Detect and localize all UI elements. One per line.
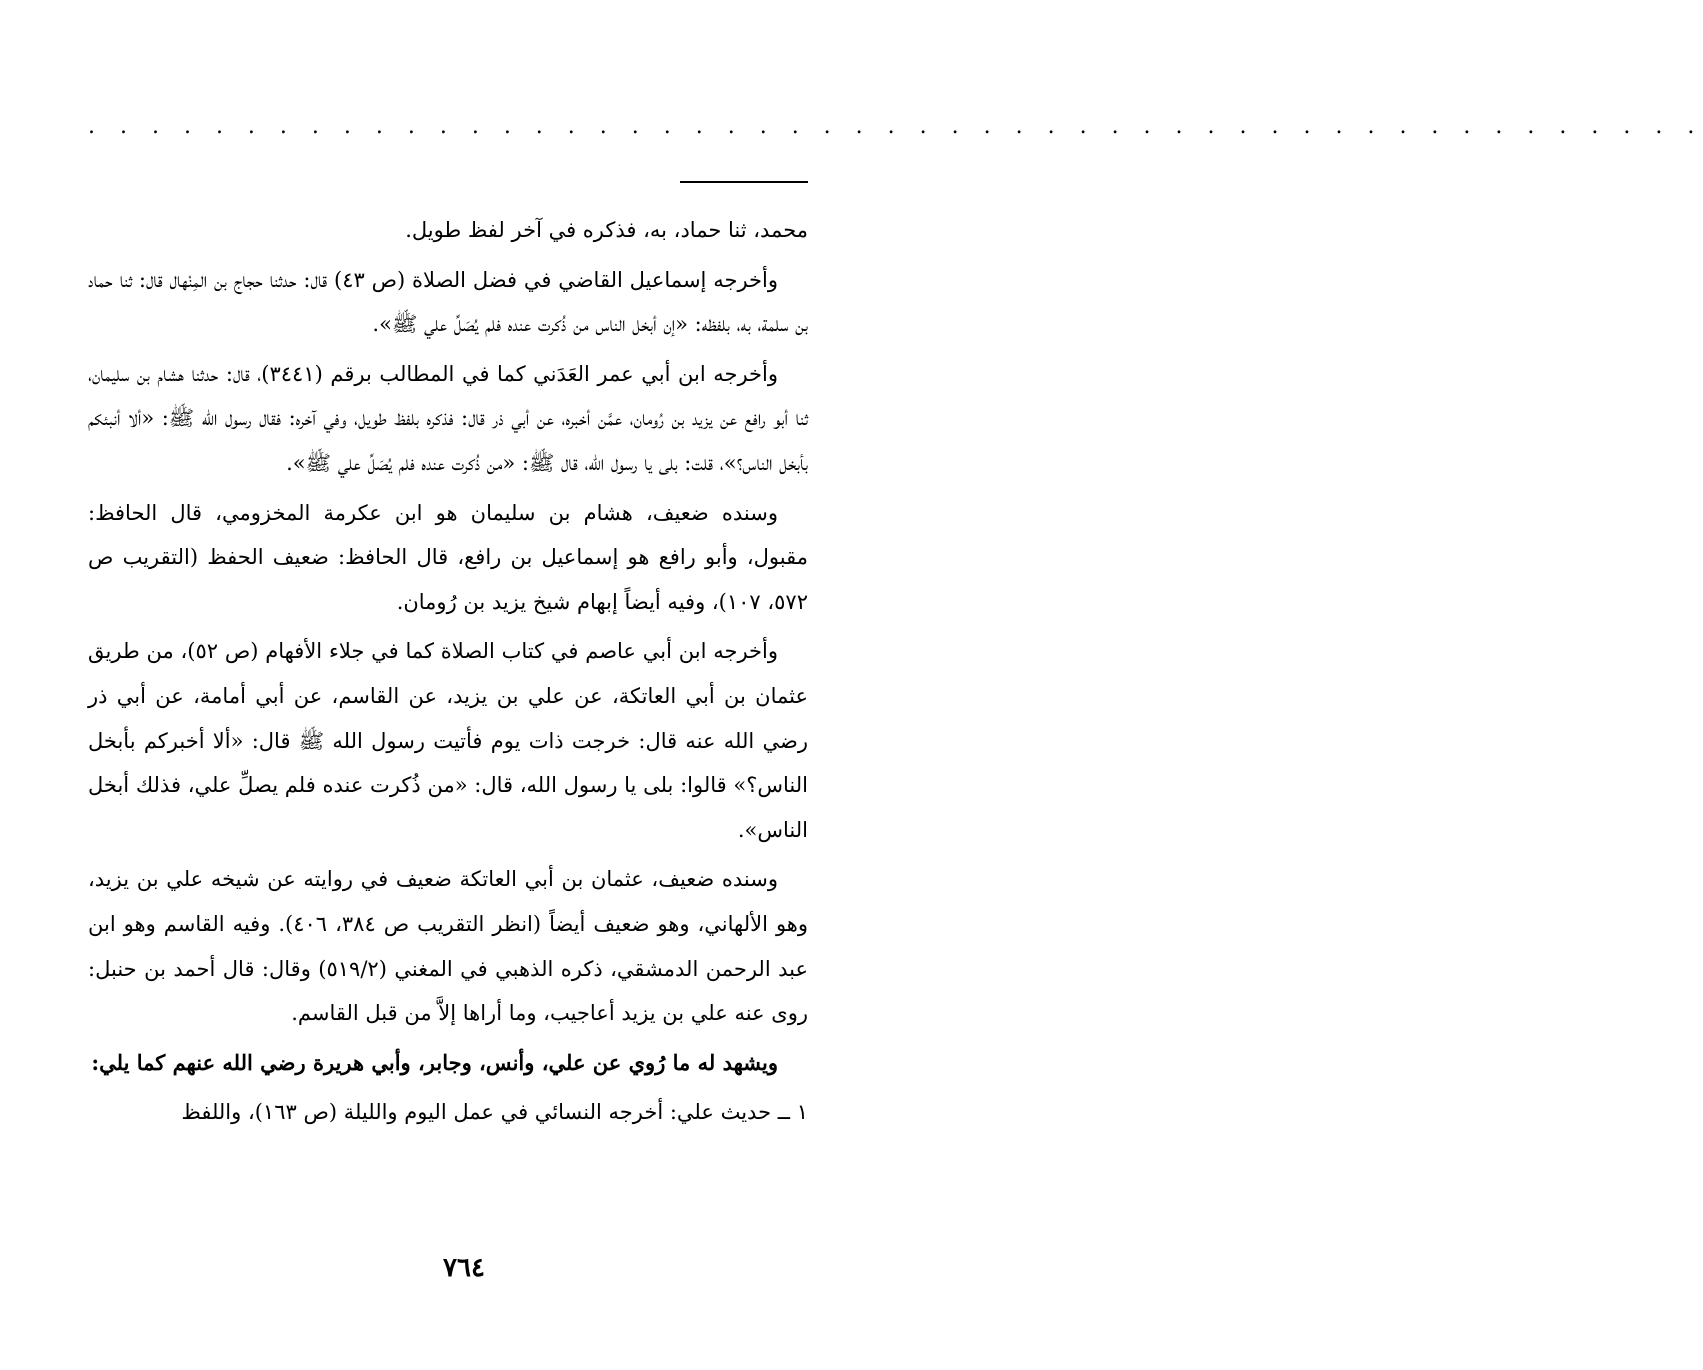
paragraph-ibn-abi-umar: وأخرجه ابن أبي عمر العَدَني كما في المطالب برقم (٣٤٤١)، قال: حدثنا هشام بن سليمان، ثنا أبو رافع عن يزيد بن رُومان، عمَّن أخبره، عن أبي ذر قال: فذكره بلفظ طويل، وفي آخره: فقال رسول الله ﷺ: «ألا أنبئكم بأبخل الناس؟»، قلت: بلى يا رسول الله، قال ﷺ: «من ذُكرت عنده فلم يُصَلِّ علي ﷺ». <box>88 361 808 475</box>
numbered-item-hadith-ali: ١ ــ حديث علي: أخرجه النسائي في عمل اليوم والليلة (ص ١٦٣)، واللفظ <box>181 1100 808 1125</box>
footnote-rule <box>680 181 808 183</box>
dot-leader-separator: . . . . . . . . . . . . . . . . . . . . . . . . . . . . . . . . . . . . . . . . . . . . . . . . . . . <box>88 114 1703 139</box>
footnote-body <box>88 208 808 1140</box>
paragraph-continuation: محمد، ثنا حماد، به، فذكره في آخر لفظ طويل. <box>405 218 808 242</box>
paragraph-shawahid: ويشهد له ما رُوي عن علي، وأنس، وجابر، وأبي هريرة رضي الله عنهم كما يلي: <box>91 1049 778 1075</box>
paragraph-ismail-alqadi: وأخرجه إسماعيل القاضي في فضل الصلاة (ص ٤٣) قال: حدثنا حجاج بن المِنْهال قال: ثنا حماد بن سلمة، به، بلفظه: «إن أبخل الناس من ذُكرت عنده فلم يُصَلِّ علي ﷺ». <box>88 267 808 337</box>
paragraph-sanad-hisham: وسنده ضعيف، هشام بن سليمان هو ابن عكرمة المخزومي، قال الحافظ: مقبول، وأبو رافع هو إسماعيل بن رافع، قال الحافظ: ضعيف الحفظ (التقريب ص ٥٧٢، ١٠٧)، وفيه أيضاً إبهام شيخ يزيد بن رُومان. <box>88 500 808 614</box>
page-number: ٧٦٤ <box>443 1253 485 1283</box>
paragraph-ibn-abi-asim: وأخرجه ابن أبي عاصم في كتاب الصلاة كما في جلاء الأفهام (ص ٥٢)، من طريق عثمان بن أبي العاتكة، عن علي بن يزيد، عن القاسم، عن أبي أمامة، عن أبي ذر رضي الله عنه قال: خرجت ذات يوم فأتيت رسول الله ﷺ قال: «ألا أخبركم بأبخل الناس؟» قالوا: بلى يا رسول الله، قال: «من ذُكرت عنده فلم يصلِّ علي، فذلك أبخل الناس». <box>88 639 808 842</box>
paragraph-sanad-uthman: وسنده ضعيف، عثمان بن أبي العاتكة ضعيف في روايته عن شيخه علي بن يزيد، وهو الألهاني، وهو ضعيف أيضاً (انظر التقريب ص ٣٨٤، ٤٠٦). وفيه القاسم وهو ابن عبد الرحمن الدمشقي، ذكره الذهبي في المغني (٥١٩/٢) وقال: قال أحمد بن حنبل: روى عنه علي بن يزيد أعاجيب، وما أراها إلاَّ من قبل القاسم. <box>88 867 809 1026</box>
